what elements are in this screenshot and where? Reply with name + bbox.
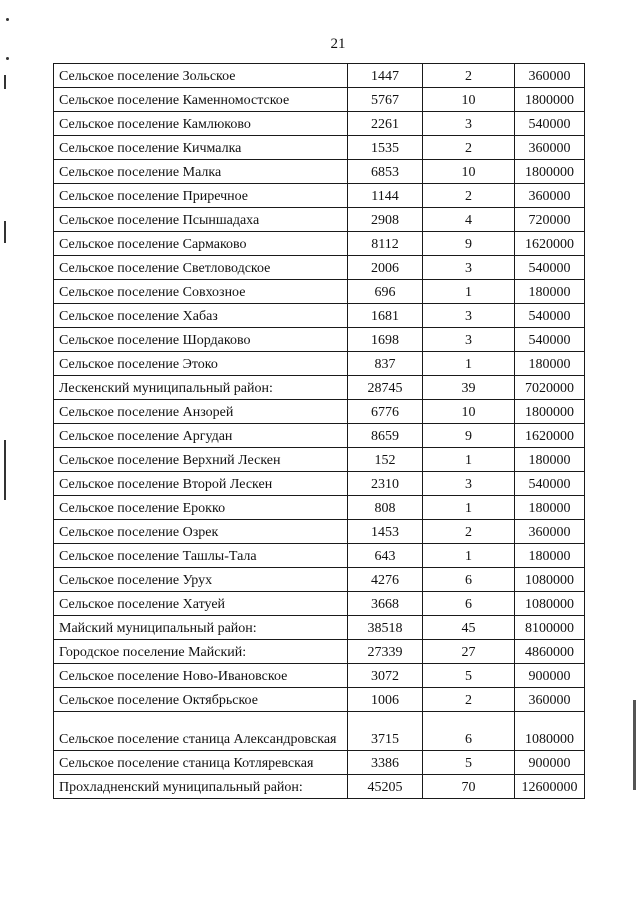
municipality-name-cell: Сельское поселение Хатуей	[54, 592, 348, 616]
count-cell: 5	[423, 664, 515, 688]
amount-cell: 360000	[515, 64, 585, 88]
amount-cell: 540000	[515, 256, 585, 280]
amount-cell: 1080000	[515, 592, 585, 616]
population-cell: 5767	[348, 88, 423, 112]
municipality-name-cell: Сельское поселение Октябрьское	[54, 688, 348, 712]
municipality-name-cell: Сельское поселение Камлюково	[54, 112, 348, 136]
count-cell: 3	[423, 304, 515, 328]
population-cell: 837	[348, 352, 423, 376]
municipality-name-cell: Сельское поселение Озрек	[54, 520, 348, 544]
count-cell: 9	[423, 232, 515, 256]
count-cell: 2	[423, 688, 515, 712]
population-cell: 28745	[348, 376, 423, 400]
municipality-name-cell: Сельское поселение Ерокко	[54, 496, 348, 520]
population-cell: 643	[348, 544, 423, 568]
amount-cell: 7020000	[515, 376, 585, 400]
count-cell: 2	[423, 520, 515, 544]
population-cell: 38518	[348, 616, 423, 640]
municipality-name-cell: Сельское поселение Сармаково	[54, 232, 348, 256]
count-cell: 1	[423, 544, 515, 568]
count-cell: 1	[423, 496, 515, 520]
population-cell: 1447	[348, 64, 423, 88]
amount-cell: 360000	[515, 184, 585, 208]
table-row	[54, 208, 585, 232]
municipality-name-cell: Сельское поселение Хабаз	[54, 304, 348, 328]
municipality-name-cell: Сельское поселение Ташлы-Тала	[54, 544, 348, 568]
municipality-name-cell: Сельское поселение станица Котляревская	[54, 751, 348, 775]
municipality-name-cell: Городское поселение Майский:	[54, 640, 348, 664]
scan-mark	[4, 221, 6, 243]
amount-cell: 1800000	[515, 160, 585, 184]
table-row	[54, 160, 585, 184]
municipality-name-cell: Сельское поселение Псыншадаха	[54, 208, 348, 232]
scan-mark	[4, 440, 6, 500]
amount-cell: 8100000	[515, 616, 585, 640]
population-cell: 2261	[348, 112, 423, 136]
table-row	[54, 775, 585, 799]
amount-cell: 1620000	[515, 424, 585, 448]
municipality-name-cell: Сельское поселение Кичмалка	[54, 136, 348, 160]
table-row	[54, 256, 585, 280]
amount-cell: 720000	[515, 208, 585, 232]
table-row	[54, 616, 585, 640]
population-cell: 27339	[348, 640, 423, 664]
count-cell: 3	[423, 328, 515, 352]
table-row	[54, 640, 585, 664]
municipality-name-cell: Лескенский муниципальный район:	[54, 376, 348, 400]
municipality-name-cell: Майский муниципальный район:	[54, 616, 348, 640]
municipality-name-cell: Сельское поселение Малка	[54, 160, 348, 184]
municipality-name-cell: Сельское поселение Ново-Ивановское	[54, 664, 348, 688]
table-row	[54, 712, 585, 751]
population-cell: 1698	[348, 328, 423, 352]
count-cell: 1	[423, 280, 515, 304]
amount-cell: 180000	[515, 280, 585, 304]
table-row	[54, 592, 585, 616]
table-row	[54, 184, 585, 208]
count-cell: 27	[423, 640, 515, 664]
population-cell: 2006	[348, 256, 423, 280]
amount-cell: 540000	[515, 328, 585, 352]
population-cell: 3386	[348, 751, 423, 775]
count-cell: 45	[423, 616, 515, 640]
population-cell: 8112	[348, 232, 423, 256]
population-cell: 1144	[348, 184, 423, 208]
population-cell: 1006	[348, 688, 423, 712]
table-body	[54, 64, 585, 799]
count-cell: 6	[423, 592, 515, 616]
amount-cell: 4860000	[515, 640, 585, 664]
scan-mark	[633, 700, 636, 790]
table-row	[54, 424, 585, 448]
amount-cell: 360000	[515, 136, 585, 160]
population-cell: 808	[348, 496, 423, 520]
count-cell: 1	[423, 352, 515, 376]
table-row	[54, 328, 585, 352]
municipality-name-cell: Сельское поселение Урух	[54, 568, 348, 592]
table-row	[54, 664, 585, 688]
population-cell: 8659	[348, 424, 423, 448]
table-row	[54, 376, 585, 400]
count-cell: 70	[423, 775, 515, 799]
amount-cell: 900000	[515, 664, 585, 688]
table-row	[54, 232, 585, 256]
population-cell: 2310	[348, 472, 423, 496]
amount-cell: 900000	[515, 751, 585, 775]
amount-cell: 360000	[515, 688, 585, 712]
municipality-name-cell: Сельское поселение Каменномостское	[54, 88, 348, 112]
municipality-name-cell: Сельское поселение Зольское	[54, 64, 348, 88]
population-cell: 152	[348, 448, 423, 472]
municipality-name-cell: Сельское поселение Совхозное	[54, 280, 348, 304]
population-cell: 1681	[348, 304, 423, 328]
scan-mark	[6, 57, 9, 60]
amount-cell: 1080000	[515, 712, 585, 751]
amount-cell: 1800000	[515, 88, 585, 112]
count-cell: 3	[423, 256, 515, 280]
population-cell: 2908	[348, 208, 423, 232]
amount-cell: 180000	[515, 544, 585, 568]
amount-cell: 12600000	[515, 775, 585, 799]
page-number: 21	[330, 36, 346, 52]
amount-cell: 540000	[515, 472, 585, 496]
count-cell: 2	[423, 136, 515, 160]
amount-cell: 1080000	[515, 568, 585, 592]
population-cell: 6853	[348, 160, 423, 184]
table-row	[54, 304, 585, 328]
table-row	[54, 352, 585, 376]
table-row	[54, 448, 585, 472]
table-row	[54, 400, 585, 424]
municipality-name-cell: Сельское поселение Аргудан	[54, 424, 348, 448]
count-cell: 6	[423, 712, 515, 751]
population-cell: 45205	[348, 775, 423, 799]
count-cell: 39	[423, 376, 515, 400]
population-cell: 696	[348, 280, 423, 304]
table-row	[54, 112, 585, 136]
municipality-name-cell: Прохладненский муниципальный район:	[54, 775, 348, 799]
amount-cell: 1800000	[515, 400, 585, 424]
population-cell: 4276	[348, 568, 423, 592]
population-cell: 3072	[348, 664, 423, 688]
count-cell: 2	[423, 64, 515, 88]
count-cell: 10	[423, 400, 515, 424]
population-cell: 3668	[348, 592, 423, 616]
table-row	[54, 64, 585, 88]
amount-cell: 1620000	[515, 232, 585, 256]
municipality-name-cell: Сельское поселение Шордаково	[54, 328, 348, 352]
count-cell: 1	[423, 448, 515, 472]
municipality-name-cell: Сельское поселение Этоко	[54, 352, 348, 376]
municipality-name-cell: Сельское поселение Анзорей	[54, 400, 348, 424]
table-row	[54, 280, 585, 304]
table-row	[54, 688, 585, 712]
table-row	[54, 568, 585, 592]
municipality-name-cell: Сельское поселение Второй Лескен	[54, 472, 348, 496]
amount-cell: 180000	[515, 352, 585, 376]
table-row	[54, 544, 585, 568]
count-cell: 2	[423, 184, 515, 208]
count-cell: 10	[423, 88, 515, 112]
scan-mark	[4, 75, 6, 89]
scan-mark	[6, 18, 9, 21]
table-row	[54, 472, 585, 496]
population-cell: 6776	[348, 400, 423, 424]
municipality-name-cell: Сельское поселение Приречное	[54, 184, 348, 208]
count-cell: 4	[423, 208, 515, 232]
municipality-name-cell: Сельское поселение Светловодское	[54, 256, 348, 280]
population-cell: 3715	[348, 712, 423, 751]
amount-cell: 360000	[515, 520, 585, 544]
table-row	[54, 136, 585, 160]
table-row	[54, 751, 585, 775]
amount-cell: 180000	[515, 448, 585, 472]
amount-cell: 540000	[515, 112, 585, 136]
amount-cell: 180000	[515, 496, 585, 520]
table-row	[54, 88, 585, 112]
population-cell: 1453	[348, 520, 423, 544]
count-cell: 10	[423, 160, 515, 184]
count-cell: 9	[423, 424, 515, 448]
amount-cell: 540000	[515, 304, 585, 328]
table-row	[54, 520, 585, 544]
municipality-name-cell: Сельское поселение Верхний Лескен	[54, 448, 348, 472]
count-cell: 3	[423, 472, 515, 496]
count-cell: 5	[423, 751, 515, 775]
allocation-table	[53, 63, 585, 799]
table-row	[54, 496, 585, 520]
count-cell: 3	[423, 112, 515, 136]
population-cell: 1535	[348, 136, 423, 160]
count-cell: 6	[423, 568, 515, 592]
municipality-name-cell: Сельское поселение станица Александровская	[54, 712, 348, 751]
